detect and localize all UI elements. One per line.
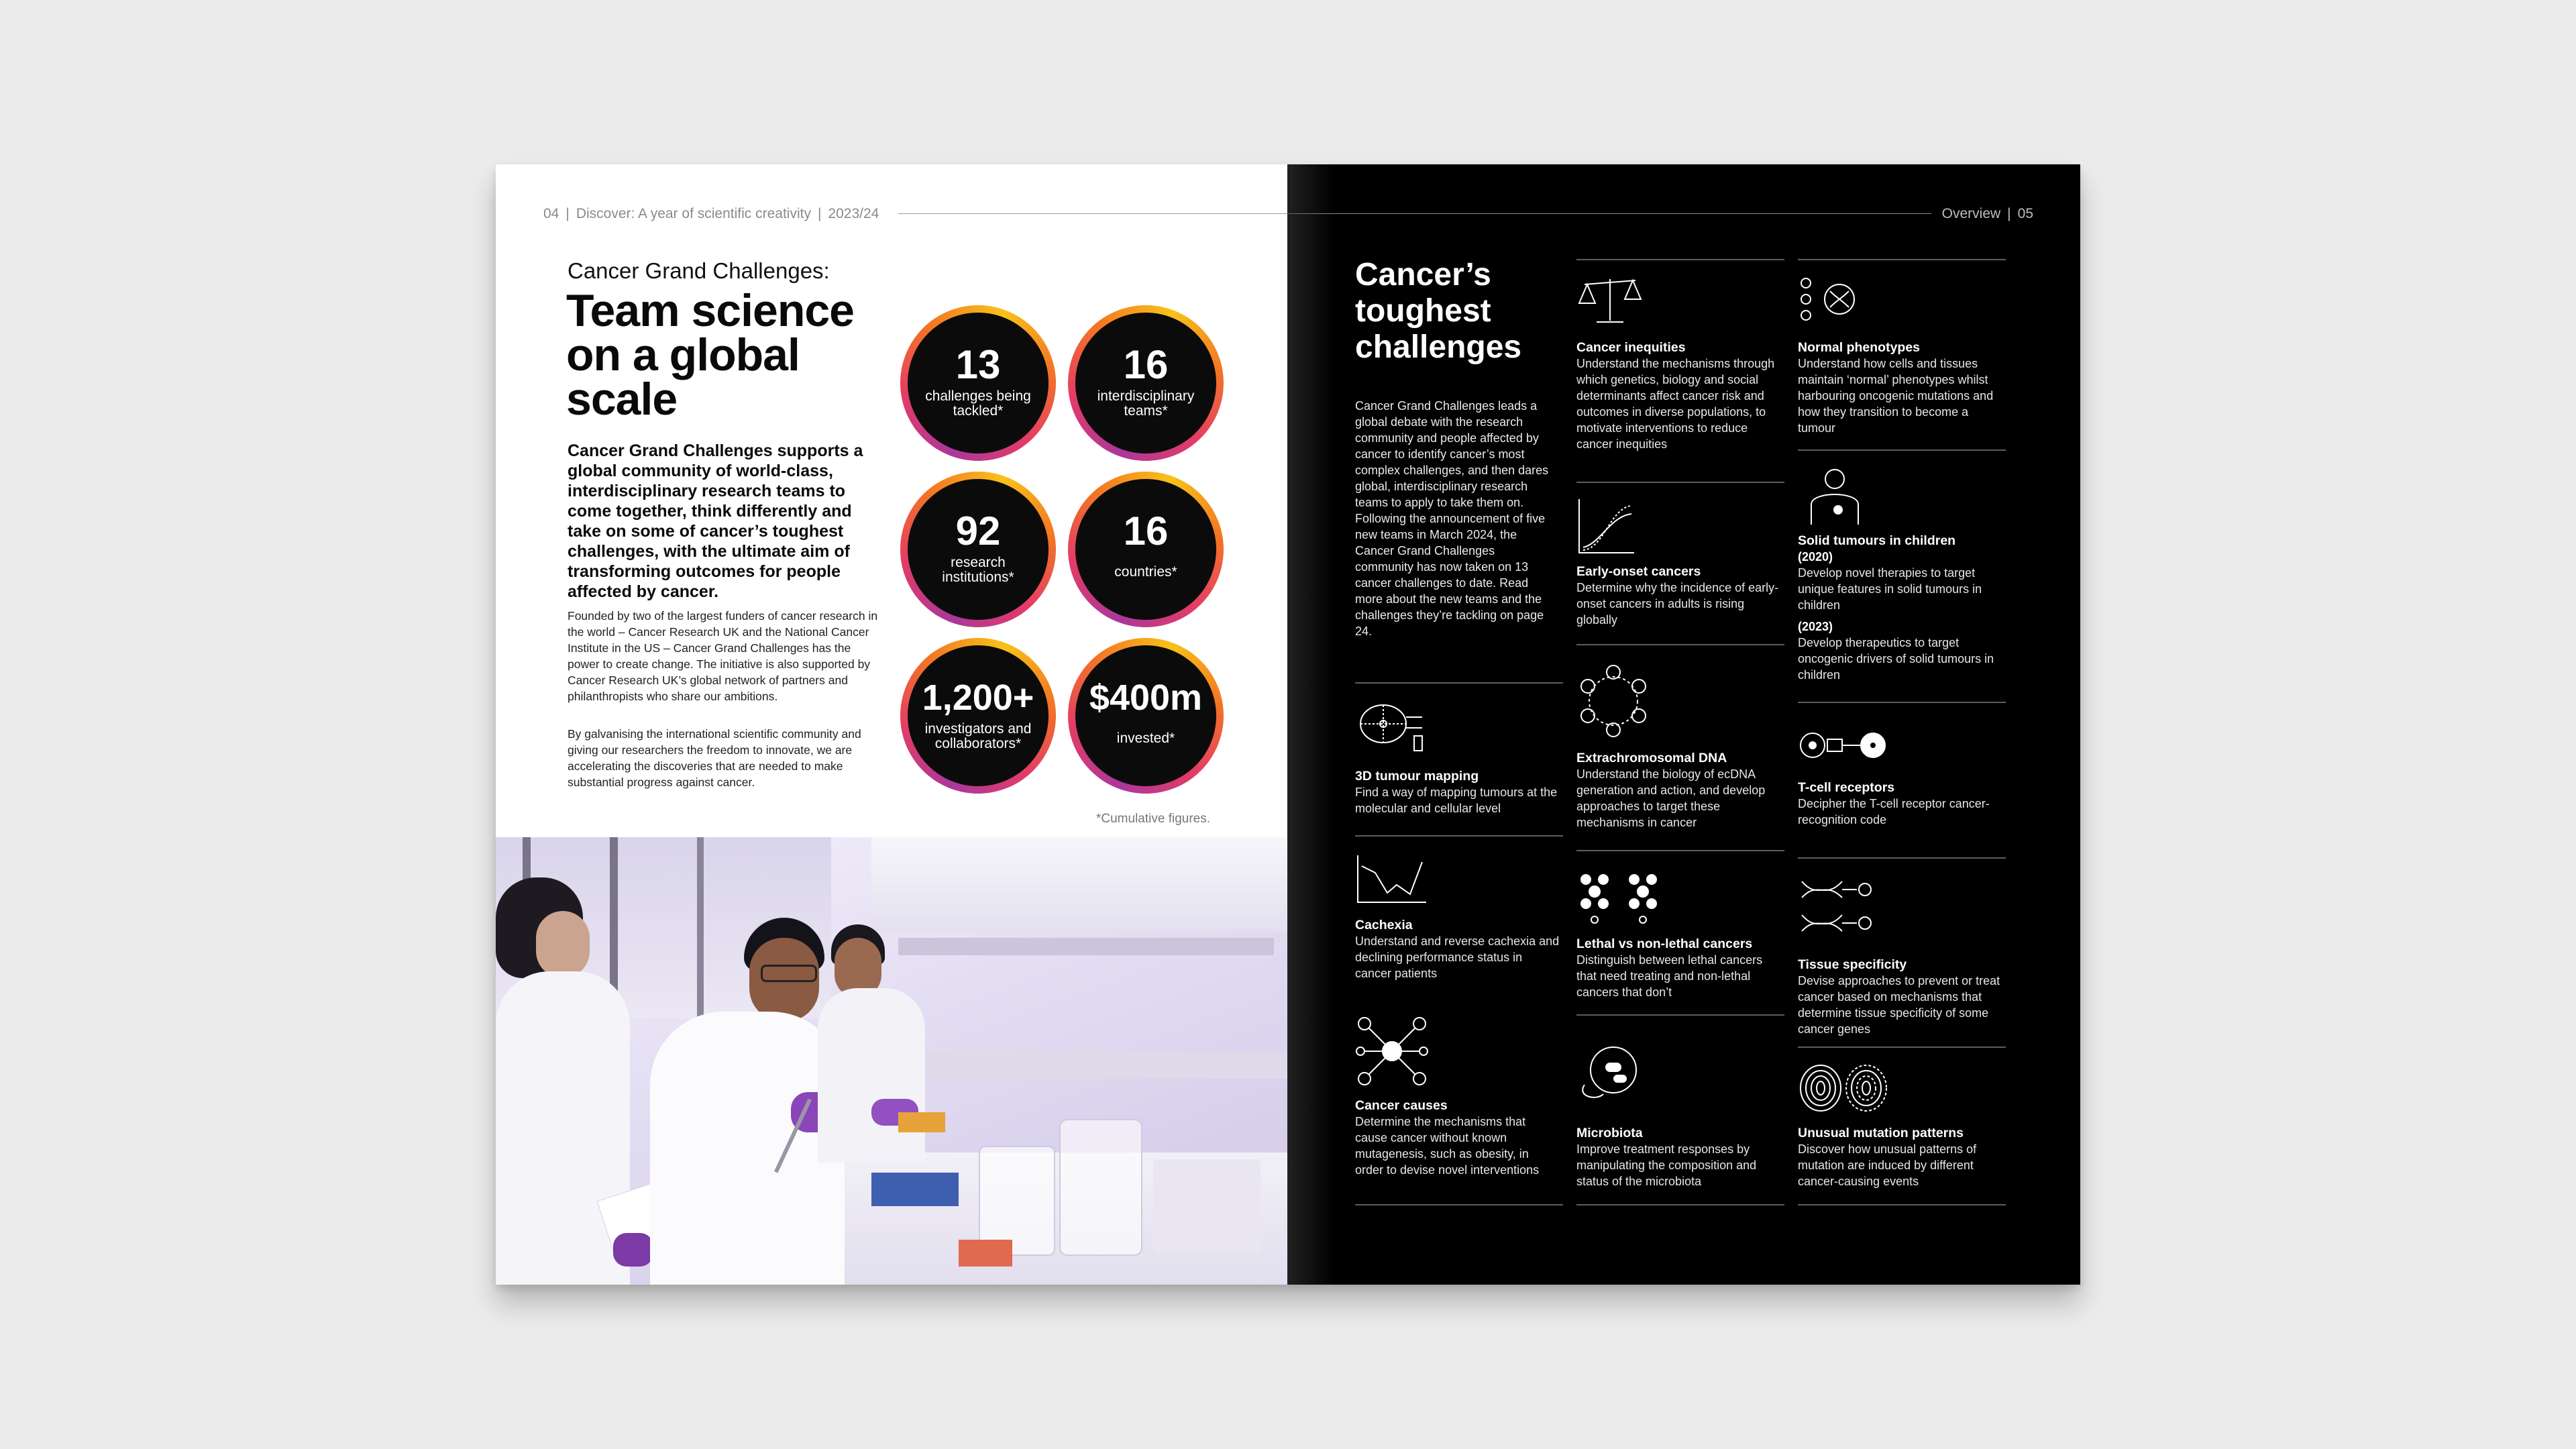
stat-circle: [1075, 313, 1216, 453]
challenge-title: Solid tumours in children: [1798, 533, 1956, 548]
challenge-text: Determine why the incidence of early-onset cancers in adults is rising globally: [1576, 581, 1779, 627]
stat-number: $400m: [1089, 678, 1203, 718]
challenge-title: Cancer inequities: [1576, 340, 1686, 355]
header-separator: |: [566, 206, 570, 221]
section-title: Cancer’s toughest challenges: [1355, 257, 1522, 365]
challenge-text: Determine the mechanisms that cause cancer without known mutagenesis, such as obesity, in order to devise novel interventions: [1355, 1115, 1540, 1177]
challenge-title: T-cell receptors: [1798, 780, 1895, 795]
item-rule: [1798, 702, 2006, 703]
challenge-text: Understand and reverse cachexia and declining performance status in cancer patients: [1355, 934, 1560, 980]
stat-label: countries*: [1114, 564, 1177, 580]
challenge-title: Tissue specificity: [1798, 957, 1907, 972]
sample-rack: [871, 1173, 959, 1206]
lab-shelf: [871, 837, 1287, 931]
challenge-title: 3D tumour mapping: [1355, 769, 1479, 784]
item-rule: [1355, 682, 1563, 684]
footnote: *Cumulative figures.: [1096, 812, 1211, 826]
stat-circle: [908, 479, 1049, 620]
section-body: Cancer Grand Challenges leads a global debate with the research community and people affected by cancer to identify cancer’s most complex challenges, and then dares global, interdisciplinary research teams to apply to take them on. Following the announcement of five new teams in March 2024, the Cancer Grand Challenges community has now taken on 13 cancer challenges to date. Read more about the new teams and the challenges they’re tackling on page 24.: [1355, 399, 1549, 638]
publication-title: Discover: A year of scientific creativity: [576, 206, 811, 221]
challenge-title: Cachexia: [1355, 918, 1413, 932]
sample-rack: [898, 1112, 945, 1132]
dna-ring-icon: [1576, 664, 1650, 738]
rising-curve-icon: [1576, 496, 1637, 557]
window-frame: [697, 837, 704, 1038]
tube-rack: [959, 1240, 1012, 1267]
stat-circle: [908, 313, 1049, 453]
stat-invested: [1068, 638, 1224, 794]
lab-equipment: [1153, 1159, 1260, 1253]
challenge-text: Find a way of mapping tumours at the molecular and cellular level: [1355, 786, 1558, 815]
challenge-text: [1798, 549, 2002, 683]
stat-circle: [1075, 479, 1216, 620]
item-rule: [1576, 1204, 1784, 1205]
item-rule: [1355, 1204, 1563, 1205]
stat-investigators: [900, 638, 1056, 794]
stat-institutions: [900, 472, 1056, 627]
stat-number: 16: [1123, 342, 1169, 387]
challenge-year: (2020): [1798, 550, 1833, 564]
challenge-text: Understand the biology of ecDNA generation and action, and develop approaches to target these mechanisms in cancer: [1576, 767, 1766, 829]
page-headline: Team science on a global scale: [566, 285, 855, 425]
t-cell-receptor-icon: [1798, 729, 1892, 762]
stat-teams: [1068, 305, 1224, 461]
lab-photo: [496, 837, 1287, 1285]
header-rule: [898, 213, 1287, 214]
page-number: 05: [2017, 206, 2033, 221]
challenge-text: Improve treatment responses by manipulating the composition and status of the microbiota: [1576, 1142, 1757, 1188]
challenge-text-b: Develop therapeutics to target oncogenic drivers of solid tumours in children: [1798, 636, 1994, 682]
declining-graph-icon: [1355, 853, 1429, 906]
stat-label: interdisciplinary teams*: [1097, 388, 1195, 419]
challenge-title: Cancer causes: [1355, 1098, 1448, 1113]
tumour-map-icon: [1355, 697, 1429, 761]
body-paragraph: Founded by two of the largest funders of cancer research in the world – Cancer Research UK and the National Cancer Institute in the US – Cancer Grand Challenges has the power to create change. The initiative is also supported by Cancer Research UK’s global network of partners and philanthropists who share our ambitions.: [568, 609, 878, 703]
lab-shelf: [898, 938, 1274, 955]
item-rule: [1798, 259, 2006, 260]
item-rule: [1798, 449, 2006, 451]
left-page: [496, 164, 1287, 1285]
stat-number: 16: [1123, 508, 1169, 553]
running-header-right: [1942, 206, 2033, 222]
stat-challenges: [900, 305, 1056, 461]
stat-number: 1,200+: [922, 678, 1034, 718]
item-rule: [1576, 644, 1784, 645]
magazine-spread: [496, 164, 2080, 1285]
stat-number: 92: [955, 508, 1001, 553]
stat-label: challenges being tackled*: [925, 388, 1031, 419]
body-paragraph: By galvanising the international scientific community and giving our researchers the freedom to innovate, we are accelerating the discoveries that are needed to make substantial progress against cancer.: [568, 727, 861, 789]
gut-microbe-icon: [1576, 1043, 1650, 1104]
cell-dna-icon: [1798, 275, 1865, 329]
challenge-title: Early-onset cancers: [1576, 564, 1701, 579]
stat-circle: [908, 645, 1049, 786]
stat-number: 13: [955, 342, 1001, 387]
purple-glove: [613, 1233, 653, 1267]
fingerprint-icon: [1798, 1061, 1892, 1115]
item-rule: [1576, 1014, 1784, 1016]
item-rule: [1355, 835, 1563, 837]
kicker: Cancer Grand Challenges:: [568, 258, 830, 283]
stat-label: invested*: [1116, 731, 1175, 746]
item-rule: [1576, 259, 1784, 260]
challenge-text: Distinguish between lethal cancers that need treating and non-lethal cancers that don’t: [1576, 953, 1763, 999]
challenge-title: Microbiota: [1576, 1126, 1643, 1140]
scientist-face: [536, 911, 590, 978]
scales-icon: [1576, 275, 1644, 329]
item-rule: [1798, 857, 2006, 859]
cell-clusters-icon: [1576, 867, 1670, 928]
challenge-text: Devise approaches to prevent or treat cancer based on mechanisms that determine tissue specificity of some cancer genes: [1798, 974, 2000, 1036]
challenge-title: Lethal vs non-lethal cancers: [1576, 936, 1753, 951]
challenge-text: Discover how unusual patterns of mutation are induced by different cancer-causing events: [1798, 1142, 1977, 1188]
item-rule: [1576, 850, 1784, 851]
challenge-title: Unusual mutation patterns: [1798, 1126, 1964, 1140]
challenge-year: (2023): [1798, 620, 1833, 633]
item-rule: [1798, 1204, 2006, 1205]
challenge-title: Normal phenotypes: [1798, 340, 1921, 355]
challenge-text: Understand the mechanisms through which genetics, biology and social determinants affect cancer risk and outcomes in diverse populations, to motivate interventions to reduce cancer inequities: [1576, 357, 1775, 451]
challenge-text-a: Develop novel therapies to target unique features in solid tumours in children: [1798, 566, 1982, 612]
lab-coat: [818, 988, 925, 1163]
network-nodes-icon: [1355, 1014, 1429, 1088]
challenge-text: Understand how cells and tissues maintain ‘normal’ phenotypes whilst harbouring oncogenic mutations and how they transition to become a tumour: [1798, 357, 1994, 435]
stat-label: research institutions*: [942, 555, 1014, 585]
section-name: Overview: [1941, 206, 2001, 221]
header-separator: |: [2007, 206, 2011, 221]
challenge-title: Extrachromosomal DNA: [1576, 751, 1727, 765]
running-header-left: [543, 206, 879, 222]
stat-countries: [1068, 472, 1224, 627]
page-number: 04: [543, 206, 559, 221]
header-rule: [1287, 213, 1931, 214]
glasses: [761, 965, 817, 982]
intro-paragraph: Cancer Grand Challenges supports a global community of world-class, interdisciplinary research teams to come together, think differently and take on some of cancer’s toughest challenges, with the ultimate aim of transforming outcomes for people affected by cancer.: [568, 441, 863, 601]
glass-bottle: [1059, 1119, 1142, 1256]
item-rule: [1576, 482, 1784, 483]
child-body-icon: [1798, 464, 1872, 525]
publication-year: 2023/24: [828, 206, 879, 221]
dna-strands-icon: [1798, 873, 1878, 947]
header-separator: |: [817, 206, 822, 221]
stat-circle: [1075, 645, 1216, 786]
stat-label: investigators and collaborators*: [924, 721, 1032, 751]
challenge-text: Decipher the T-cell receptor cancer-recognition code: [1798, 797, 1990, 826]
item-rule: [1798, 1046, 2006, 1048]
lab-coat: [650, 1012, 845, 1285]
right-page: [1287, 164, 2080, 1285]
